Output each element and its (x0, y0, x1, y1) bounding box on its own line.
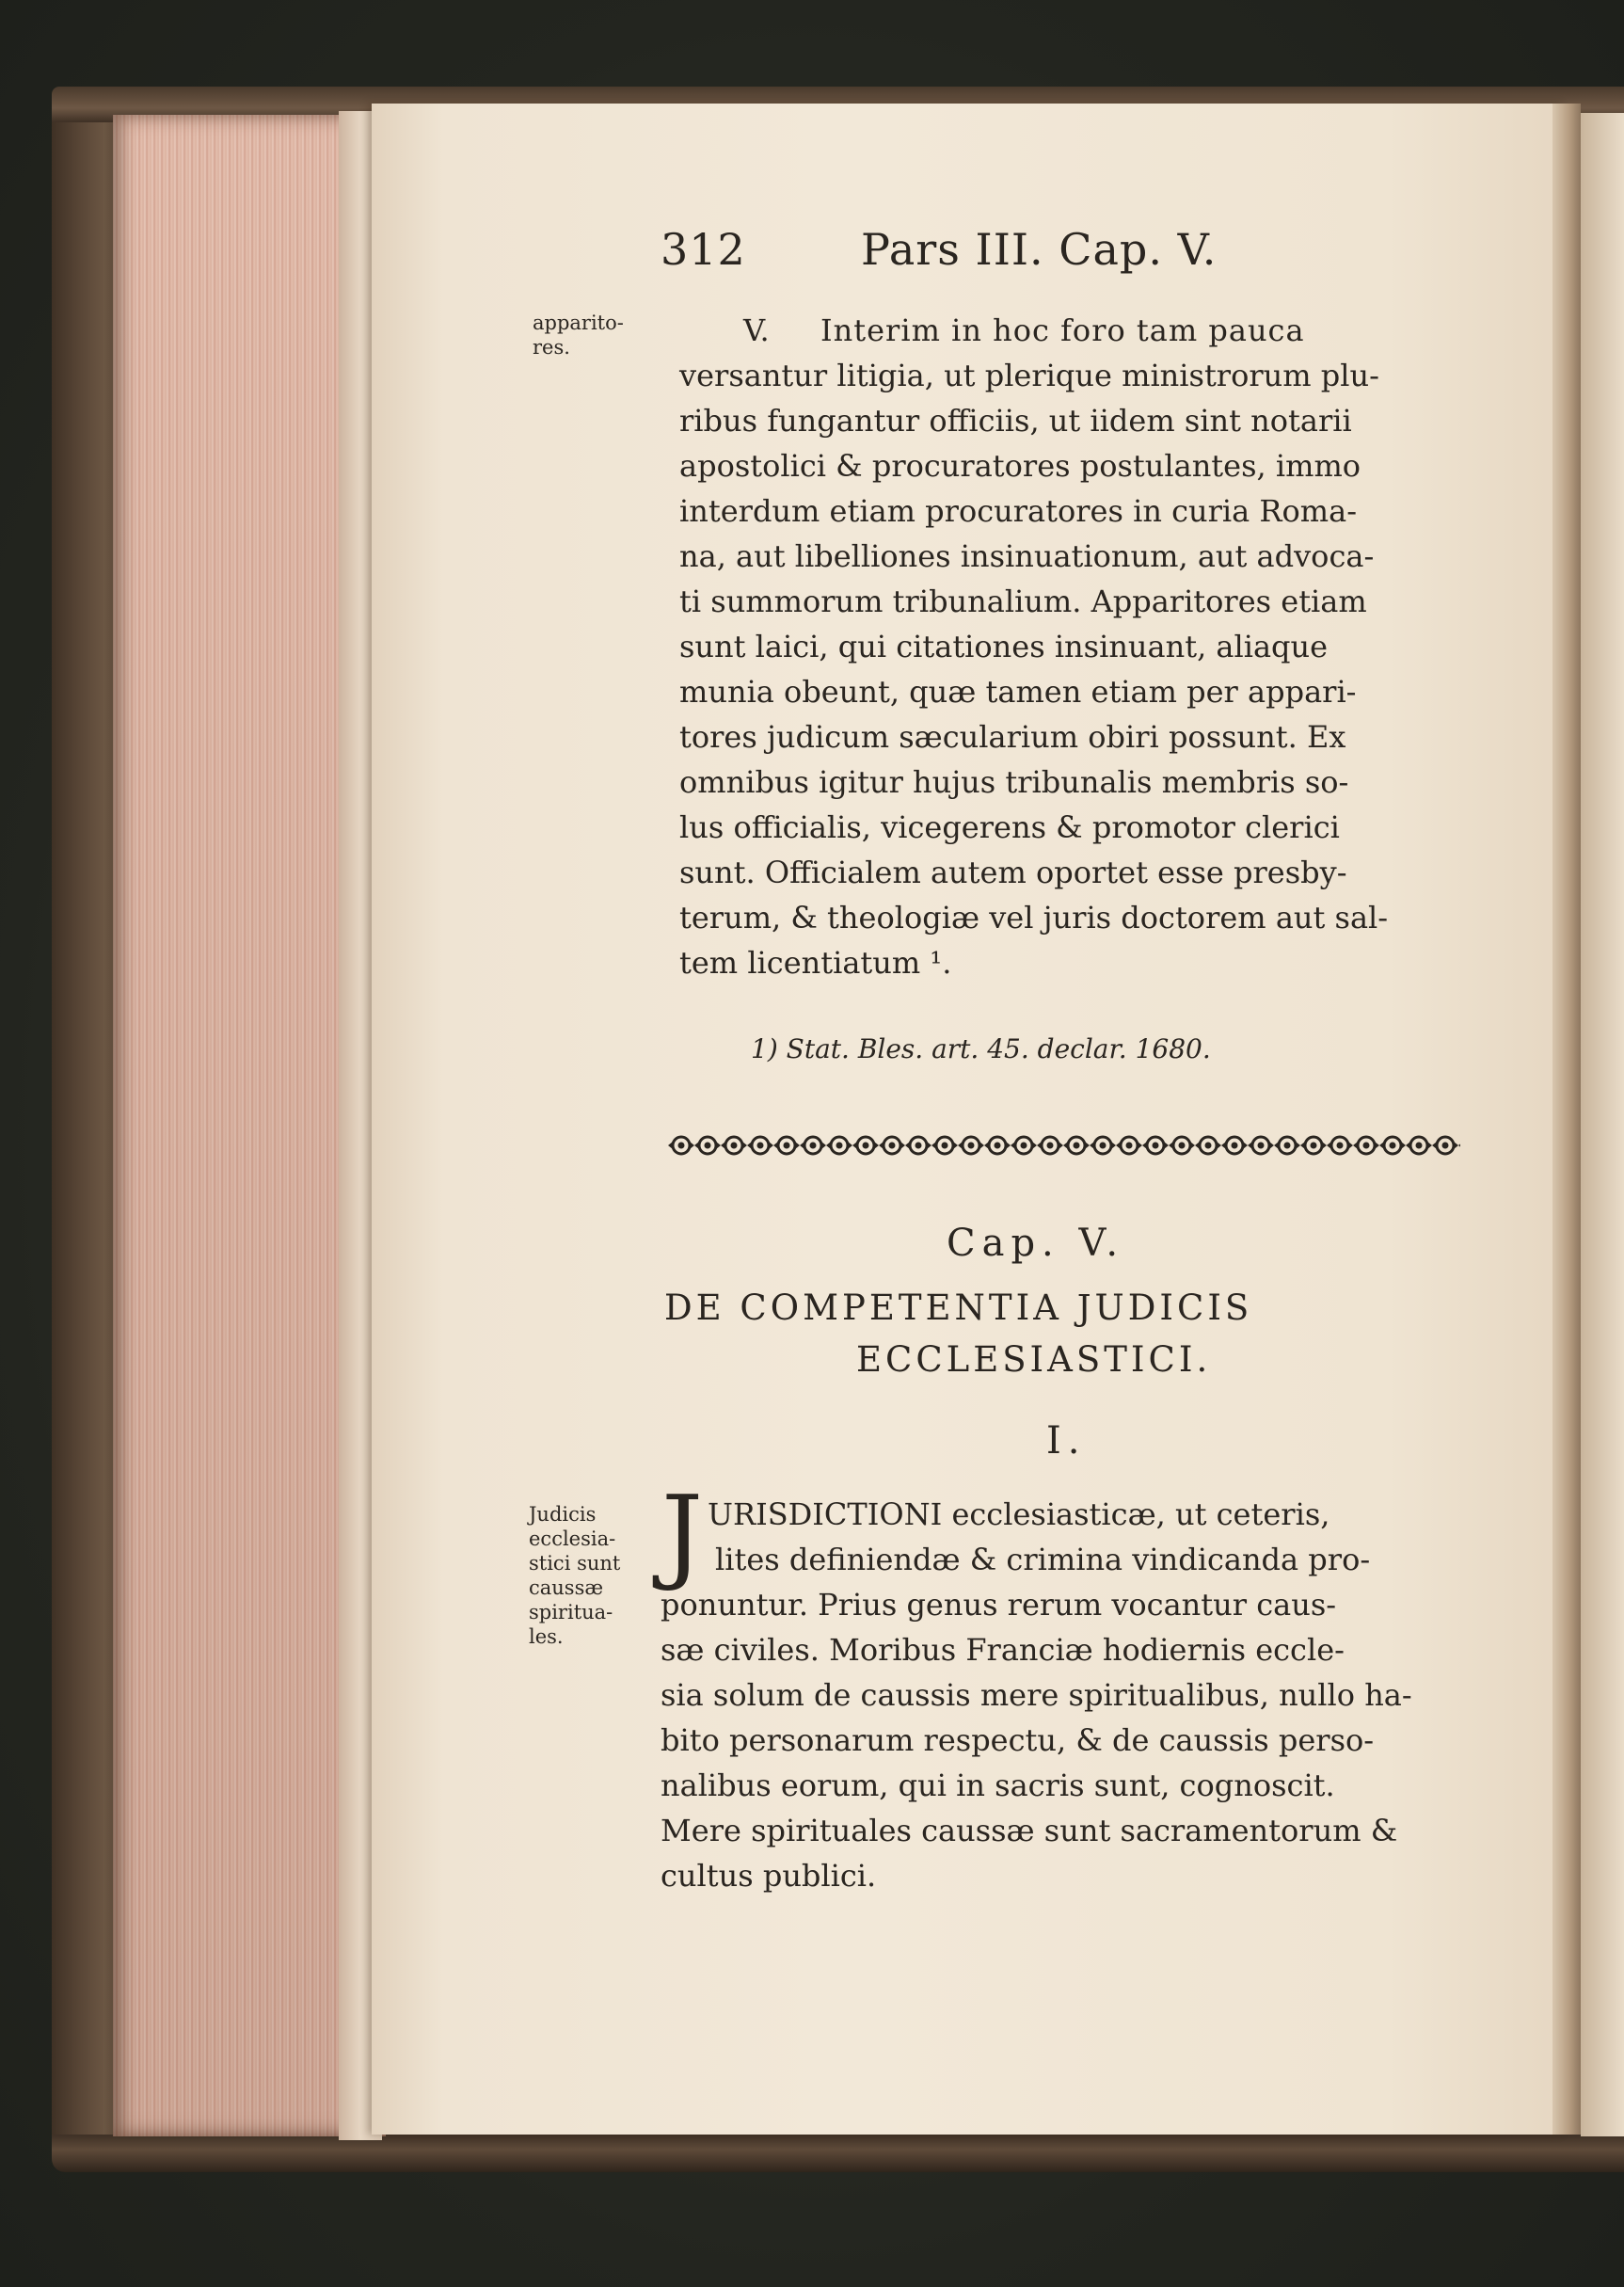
text-line: versantur litigia, ut plerique ministrorum plu- (679, 358, 1379, 393)
text-line: sunt laici, qui citationes insinuant, aliaque (679, 629, 1329, 664)
text-line: lus officialis, vicegerens & promotor clerici (679, 809, 1340, 845)
text-line: interdum etiam procuratores in curia Roma- (679, 493, 1357, 529)
page-number: 312 (661, 224, 746, 275)
running-title: Pars III. Cap. V. (861, 224, 1218, 275)
text-line: Interim in hoc foro tam pauca (820, 312, 1305, 348)
ornament-band (668, 1131, 1460, 1159)
text-line: munia obeunt, quæ tamen etiam per appari- (679, 674, 1357, 710)
text-line: ribus fungantur officiis, ut iidem sint notarii (679, 403, 1352, 439)
book-cover-bottom (52, 2135, 1624, 2172)
text-line: Mere spirituales caussæ sunt sacramentorum & (661, 1813, 1398, 1848)
text-line: nalibus eorum, qui in sacris sunt, cognoscit. (661, 1767, 1335, 1803)
margin-note-line: stici sunt (529, 1552, 621, 1575)
section-number: V. (743, 312, 770, 348)
margin-note-line: ecclesia- (529, 1527, 616, 1550)
text-line: sunt. Officialem autem oportet esse presby- (679, 855, 1347, 890)
text-line: URISDICTIONI ecclesiasticæ, ut ceteris, (708, 1496, 1330, 1532)
margin-note-line: apparito- (533, 312, 624, 334)
text-line: cultus publici. (661, 1858, 877, 1894)
margin-note-line: Judicis (529, 1503, 597, 1526)
text-line: tores judicum sæcularium obiri possunt. Ex (679, 719, 1346, 755)
margin-note-line: les. (529, 1625, 564, 1648)
margin-note-line: spiritua- (529, 1601, 613, 1623)
text-line: ponuntur. Prius genus rerum vocantur caus- (661, 1587, 1337, 1623)
chapter-title-line: ECCLESIASTICI. (856, 1339, 1212, 1380)
text-line: apostolici & procuratores postulantes, immo (679, 448, 1361, 484)
page-gutter (1552, 104, 1581, 2135)
footnote: 1) Stat. Bles. art. 45. declar. 1680. (751, 1033, 1211, 1064)
facing-page-edge (1581, 113, 1624, 2136)
text-line: sia solum de caussis mere spiritualibus, nullo ha- (661, 1677, 1412, 1713)
margin-note-line: caussæ (529, 1576, 604, 1599)
chapter-label: Cap. V. (947, 1222, 1125, 1265)
section-number: I. (1046, 1419, 1087, 1463)
margin-note-line: res. (533, 336, 570, 359)
text-line: terum, & theologiæ vel juris doctorem aut sal- (679, 900, 1389, 936)
text-line: tem licentiatum ¹. (679, 945, 952, 981)
text-line: omnibus igitur hujus tribunalis membris so- (679, 764, 1349, 800)
chapter-title-line: DE COMPETENTIA JUDICIS (664, 1287, 1253, 1328)
text-line: na, aut libelliones insinuationum, aut advoca- (679, 538, 1375, 574)
drop-cap: J (661, 1473, 704, 1593)
text-line: ti summorum tribunalium. Apparitores etiam (679, 584, 1367, 619)
text-line: lites definiendæ & crimina vindicanda pro- (715, 1542, 1371, 1577)
text-line: bito personarum respectu, & de caussis perso- (661, 1722, 1375, 1758)
text-line: sæ civiles. Moribus Franciæ hodiernis eccle- (661, 1632, 1345, 1668)
